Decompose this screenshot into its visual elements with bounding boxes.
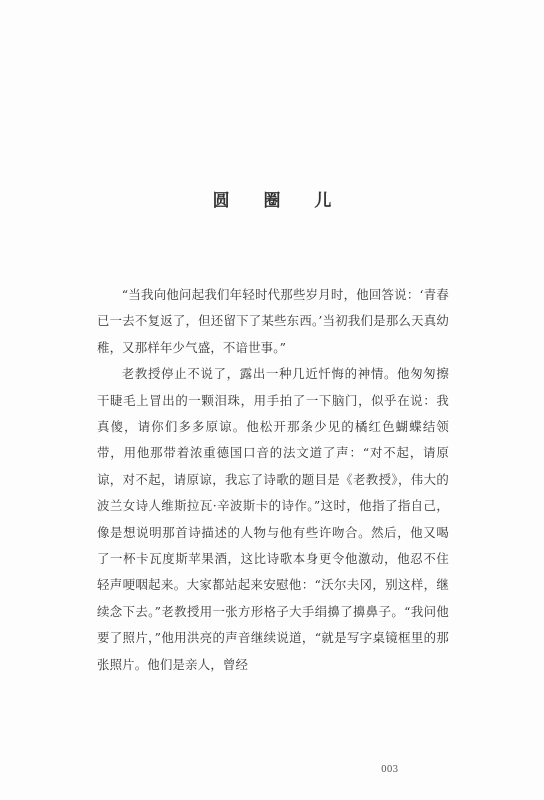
page-number: 003 [381, 765, 399, 775]
body-text [97, 282, 449, 678]
chapter-title: 圆 圈 儿 [212, 191, 346, 211]
paragraph: 老教授停止不说了，露出一种几近忏悔的神情。他匆匆擦干睫毛上冒出的一颗泪珠，用手拍了一下脑门，似乎在说：我真傻，请你们多多原谅。他松开那条少见的橘红色蝴蝶结领带，用他那带着浓重德国口音的法文道了声：“对不起，请原谅，对不起，请原谅，我忘了诗歌的题目是《老教授》，伟大的波兰女诗人维斯拉瓦·辛波斯卡的诗作。”这时，他指了指自己，像是想说明那首诗描述的人物与他有些许吻合。然后，他又喝了一杯卡瓦度斯苹果酒，这比诗歌本身更令他激动，他忍不住轻声哽咽起来。大家都站起来安慰他：“沃尔夫冈，别这样，继续念下去。”老教授用一张方形格子大手绢擤了擤鼻子。“我问他要了照片，”他用洪亮的声音继续说道，“就是写字桌镜框里的那张照片。他们是亲人，曾经 [97, 366, 449, 672]
paragraph: “当我向他问起我们年轻时代那些岁月时，他回答说：‘青春已一去不复返了，但还留下了某些东西。’当初我们是那么天真幼稚，又那样年少气盛，不谙世事。” [97, 287, 449, 355]
